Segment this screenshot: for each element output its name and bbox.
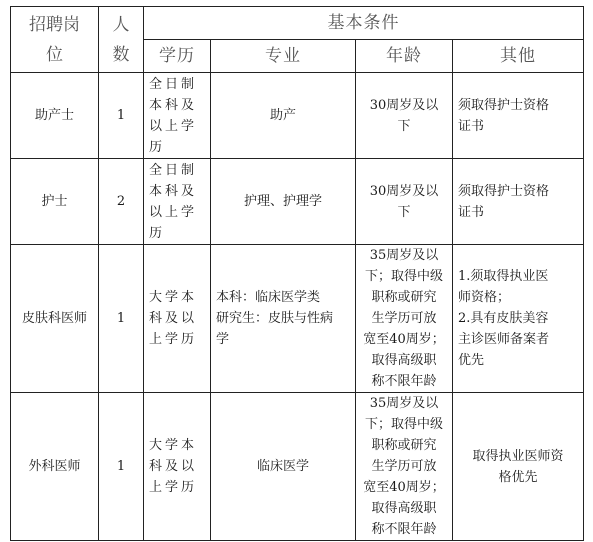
header-basic-conditions: 基本条件 [144,7,584,40]
cell-count: 1 [99,245,144,393]
cell-education: 大学本 科及以 上学历 [144,393,211,541]
cell-education: 大学本 科及以 上学历 [144,245,211,393]
header-other: 其他 [453,40,584,73]
recruitment-table [10,6,584,541]
header-education: 学历 [144,40,211,73]
cell-major: 助产 [211,73,356,159]
cell-other: 须取得护士资格 证书 [453,159,584,245]
cell-education: 全日制 本科及 以上学 历 [144,73,211,159]
cell-position: 助产士 [11,73,99,159]
table-row [11,245,584,393]
cell-position: 外科医师 [11,393,99,541]
cell-count: 1 [99,73,144,159]
table-row [11,393,584,541]
table-row [11,73,584,159]
cell-age: 30周岁及以 下 [356,73,453,159]
cell-age: 30周岁及以 下 [356,159,453,245]
cell-count: 2 [99,159,144,245]
cell-major: 护理、护理学 [211,159,356,245]
cell-age: 35周岁及以 下；取得中级 职称或研究 生学历可放 宽至40周岁； 取得高级职 称不限年龄 [356,245,453,393]
cell-other: 须取得护士资格 证书 [453,73,584,159]
header-age: 年龄 [356,40,453,73]
cell-position: 护士 [11,159,99,245]
cell-age: 35周岁及以 下；取得中级 职称或研究 生学历可放 宽至40周岁； 取得高级职 称不限年龄 [356,393,453,541]
header-major: 专业 [211,40,356,73]
cell-education: 全日制 本科及 以上学 历 [144,159,211,245]
table-row [11,159,584,245]
header-position: 招聘岗 位 [11,7,99,73]
header-count: 人 数 [99,7,144,73]
cell-major: 本科：临床医学类 研究生：皮肤与性病 学 [211,245,356,393]
cell-count: 1 [99,393,144,541]
cell-other: 1.须取得执业医 师资格； 2.具有皮肤美容 主诊医师备案者 优先 [453,245,584,393]
cell-major: 临床医学 [211,393,356,541]
cell-other: 取得执业医师资 格优先 [453,393,584,541]
cell-position: 皮肤科医师 [11,245,99,393]
